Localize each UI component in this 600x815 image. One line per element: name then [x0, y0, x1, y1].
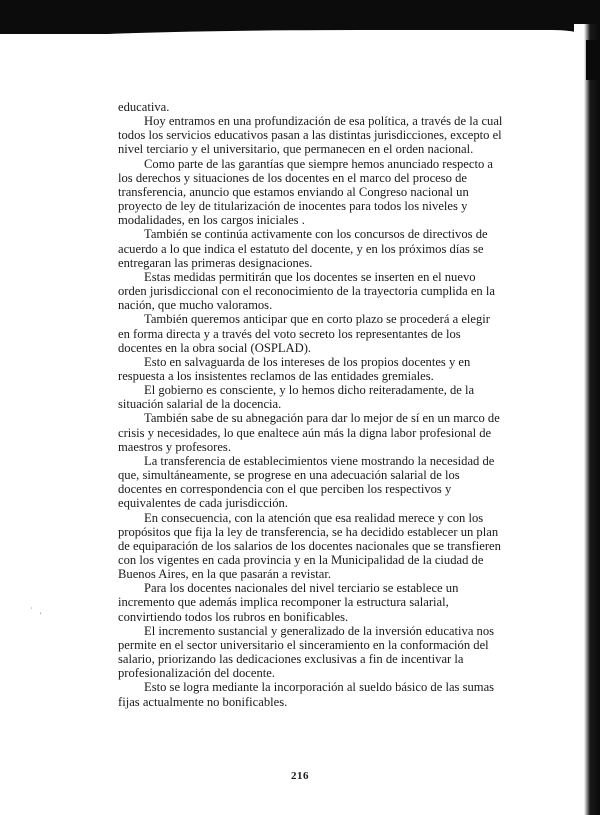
paragraph: Hoy entramos en una profundización de esa política, a través de la cual todos los servicios educativos pasan a las distintas jurisdicciones, excepto el nivel terciario y el universitario, que permanecen en el orden nacional. [118, 114, 503, 157]
scan-right-notch [586, 40, 600, 80]
paragraph: También se continúa activamente con los concursos de directivos de acuerdo a lo que indica el estatuto del docente, y en los próximos días se entregaran las primeras designaciones. [118, 227, 488, 270]
scan-top-border [0, 0, 600, 34]
paragraph: La transferencia de establecimientos viene mostrando la necesidad de que, simultáneamente, se progrese en una adecuación salarial de los docentes en correspondencia con el que perciben los respectivos y equivalentes de cada jurisdicción. [118, 453, 495, 511]
paragraph: También queremos anticipar que en corto plazo se procederá a elegir en forma directa y a través del voto secreto los representantes de los docentes en la obra social (OSPLAD). [118, 312, 490, 355]
paragraph: Estas medidas permitirán que los docentes se inserten en el nuevo orden jurisdiccional con el reconocimiento de la trayectoria cumplida en la nación, que mucho valoramos. [118, 269, 495, 313]
paragraph: Esto en salvaguarda de los intereses de los propios docentes y en respuesta a los insistentes reclamos de las entidades gremiales. [118, 354, 471, 383]
scan-speck: · [30, 604, 33, 613]
scan-right-border [574, 24, 600, 815]
page-body [118, 100, 504, 709]
paragraph: Para los docentes nacionales del nivel terciario se establece un incremento que además implica recomponer la estructura salarial, convirtiendo todos los rubros en bonificables. [118, 581, 459, 624]
page-number: 216 [291, 770, 309, 782]
paragraph: También sabe de su abnegación para dar lo mejor de sí en un marco de crisis y necesidades, lo que enaltece aún más la digna labor profesional de maestros y profesores. [118, 411, 500, 454]
scan-speck: ' [40, 611, 42, 620]
paragraph: El incremento sustancial y generalizado de la inversión educativa nos permite en el sector universitario el sinceramiento en la conformación del salario, priorizando las dedicaciones exclusivas a fin de incentivar la profesionalización del docente. [118, 623, 495, 681]
paragraph: Esto se logra mediante la incorporación al sueldo básico de las sumas fijas actualmente no bonificables. [118, 680, 495, 709]
paragraph: Como parte de las garantías que siempre hemos anunciado respecto a los derechos y situaciones de los docentes en el marco del proceso de transferencia, anuncio que estamos enviando al Congreso nacional un proyecto de ley de titularización de inocentes para todos los niveles y modalidades, en los cargos iniciales . [118, 156, 494, 228]
paragraph: El gobierno es consciente, y lo hemos dicho reiteradamente, de la situación salarial de la docencia. [118, 383, 475, 412]
paragraph: educativa. [118, 100, 170, 114]
paragraph: En consecuencia, con la atención que esa realidad merece y con los propósitos que fija la ley de transferencia, se ha decidido establecer un plan de equiparación de los salarios de los docentes nacionales que se transfieren con los vigentes en cada provincia y en la Municipalidad de la ciudad de Buenos Aires, en la que pasarán a revistar. [118, 510, 501, 582]
